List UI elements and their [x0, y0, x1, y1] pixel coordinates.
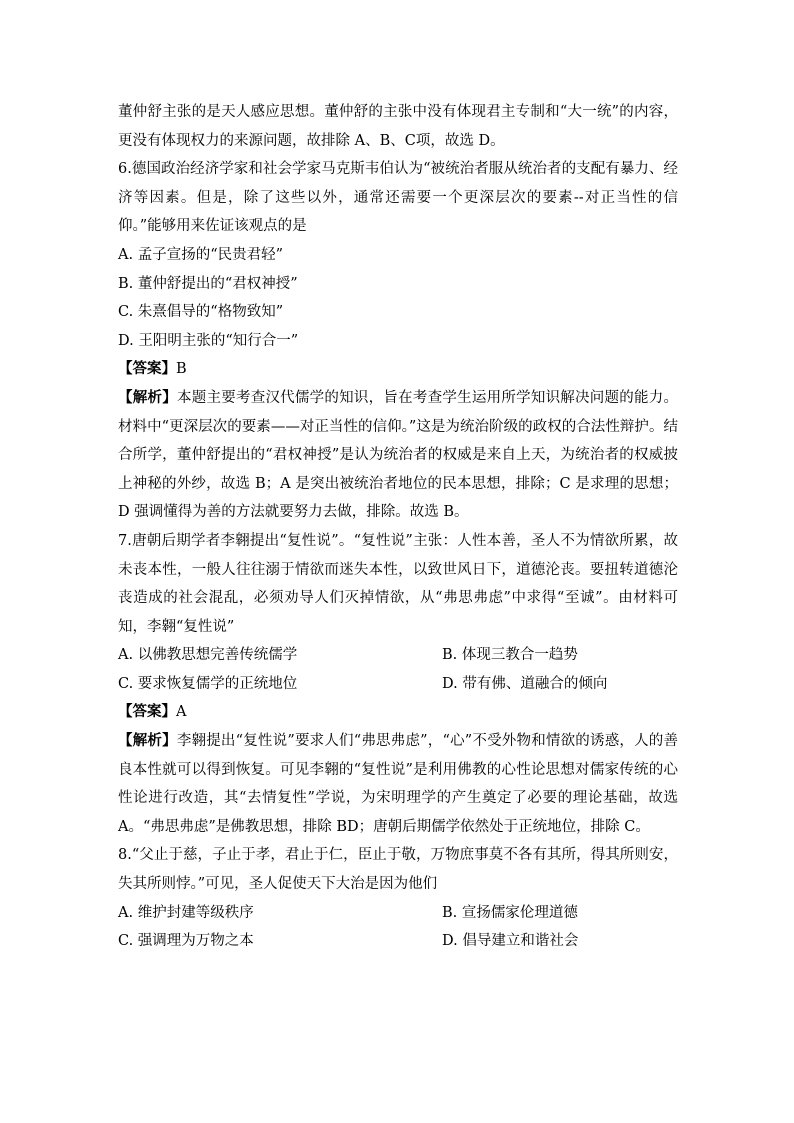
q6-option-c: C. 朱熹倡导的“格物致知” — [118, 304, 284, 321]
q7-analysis — [118, 727, 678, 841]
q6-option-d: D. 王阳明主张的“知行合一” — [118, 332, 299, 349]
q6-option-a: A. 孟子宣扬的“民贵君轻” — [118, 246, 284, 263]
answer-value: A — [176, 704, 187, 721]
question-6 — [118, 155, 678, 527]
q7-option-d: D. 带有佛、道融合的倾向 — [442, 675, 608, 692]
analysis-tag: 【解析】 — [118, 388, 177, 406]
analysis-text: 李翱提出“复性说”要求人们“弗思弗虑”，“心”不受外物和情欲的诱惑，人的善良本性就可以得到恢复。可见李翱的“复性说”是利用佛教的心性论思想对儒家传统的心性论进行改造，其“去情复性”学说，为宋明理学的产生奠定了必要的理论基础，故选 A。“弗思弗虑”是佛教思想，排除 BD；唐朝后期儒学依然处于正统地位，排除 C。 — [118, 733, 679, 835]
q8-option-d: D. 倡导建立和谐社会 — [442, 933, 579, 950]
question-8 — [118, 841, 678, 955]
q7-options-row-1 — [118, 641, 678, 670]
q8-option-c: C. 强调理为万物之本 — [118, 933, 254, 950]
analysis-tag: 【解析】 — [118, 732, 177, 750]
q7-option-a: A. 以佛教思想完善传统儒学 — [118, 647, 298, 664]
q8-stem: 8.“父止于慈，子止于孝，君止于仁，臣止于敬，万物庶事莫不各有其所，得其所则安，失其所则悖。”可见，圣人促使天下大治是因为他们 — [118, 847, 678, 893]
answer-tag: 【答案】 — [118, 360, 176, 378]
q8-options-row-1 — [118, 899, 678, 928]
document-page — [118, 98, 678, 956]
answer-value: B — [176, 361, 187, 378]
q6-option-b: B. 董仲舒提出的“君权神授” — [118, 275, 298, 292]
q6-answer — [118, 355, 678, 384]
q7-option-b: B. 体现三教合一趋势 — [442, 647, 578, 664]
q8-option-b: B. 宣扬儒家伦理道德 — [442, 904, 578, 921]
q8-options-row-2 — [118, 927, 678, 956]
answer-tag: 【答案】 — [118, 703, 176, 721]
q8-option-a: A. 维护封建等级秩序 — [118, 904, 254, 921]
q7-options-row-2 — [118, 670, 678, 699]
q6-analysis — [118, 384, 678, 527]
q7-answer — [118, 698, 678, 727]
q6-stem: 6.德国政治经济学家和社会学家马克斯韦伯认为“被统治者服从统治者的支配有暴力、经济等因素。但是，除了这些以外，通常还需要一个更深层次的要素--对正当性的信仰。”能够用来佐证该观点的是 — [118, 161, 678, 235]
analysis-text: 本题主要考查汉代儒学的知识，旨在考查学生运用所学知识解决问题的能力。材料中“更深层次的要素——对正当性的信仰。”这是为统治阶级的政权的合法性辩护。结合所学，董仲舒提出的“君权神授”是认为统治者的权威是来自上天，为统治者的权威披上神秘的外纱，故选 B；A 是突出被统治者地位的民本思想，排除；C 是求理的思想；D 强调懂得为善的方法就要努力去做，排除。故选 B。 — [118, 389, 679, 521]
q7-stem: 7.唐朝后期学者李翱提出“复性说”。“复性说”主张：人性本善，圣人不为情欲所累，故未丧本性，一般人往往溺于情欲而迷失本性，以致世风日下，道德沦丧。要扭转道德沦丧造成的社会混乱，必须劝导人们灭掉情欲，从“弗思弗虑”中求得“至诚”。由材料可知，李翱“复性说” — [118, 532, 678, 635]
prev-analysis-continuation: 董仲舒主张的是天人感应思想。董仲舒的主张中没有体现君主专制和“大一统”的内容，更没有体现权力的来源问题，故排除 A、B、C项，故选 D。 — [118, 104, 678, 149]
question-7 — [118, 527, 678, 842]
q7-option-c: C. 要求恢复儒学的正统地位 — [118, 675, 298, 692]
